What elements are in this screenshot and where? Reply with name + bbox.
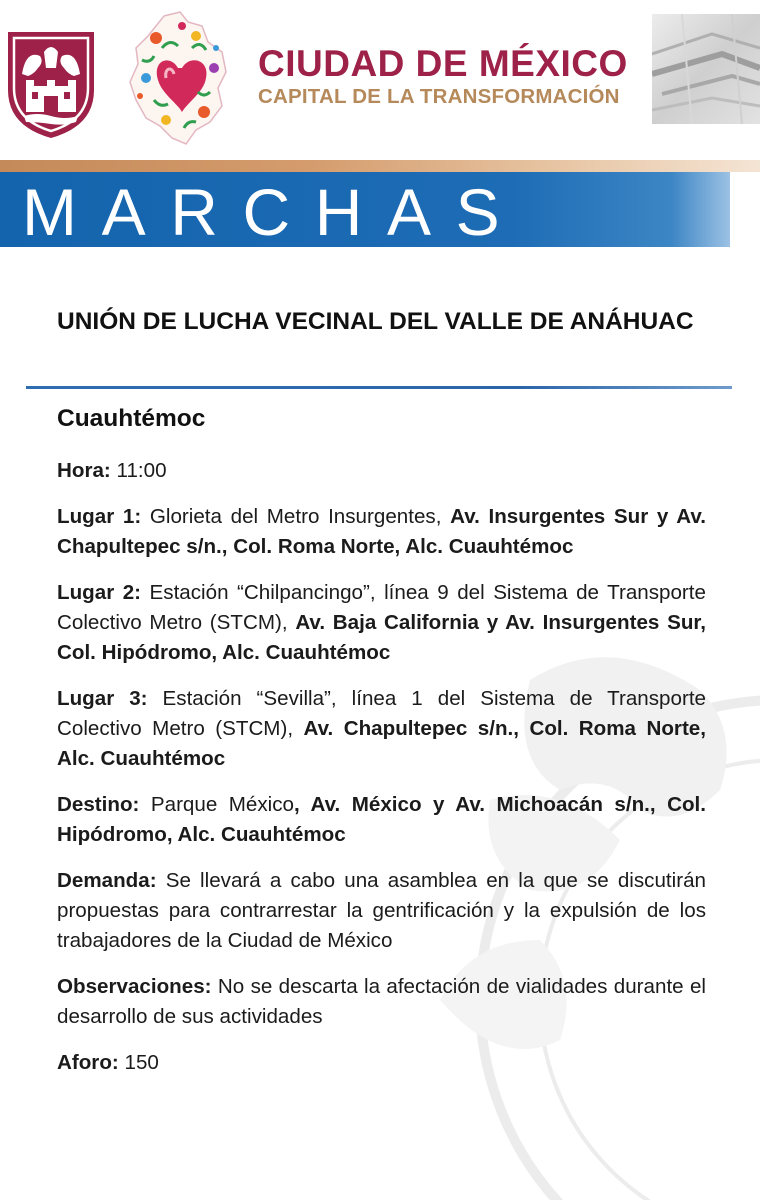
government-subtitle: CAPITAL DE LA TRANSFORMACIÓN <box>258 85 620 108</box>
observaciones-field <box>57 972 706 1032</box>
aforo-field <box>57 1048 706 1078</box>
lugar1-label: Lugar 1: <box>57 505 142 528</box>
lugar3-text: Estación “Sevilla”, línea 1 del Sistema de Transporte Colectivo Metro (STCM), <box>57 687 706 740</box>
alcaldia-heading: Cuauhtémoc <box>57 405 206 432</box>
aforo-label: Aforo: <box>57 1051 119 1074</box>
organization-title: UNIÓN DE LUCHA VECINAL DEL VALLE DE ANÁHUAC <box>57 308 694 335</box>
demanda-label: Demanda: <box>57 869 157 892</box>
section-banner <box>0 172 730 247</box>
lugar3-label: Lugar 3: <box>57 687 148 710</box>
destino-address: , Av. México y Av. Michoacán s/n., Col. Hipódromo, Alc. Cuauhtémoc <box>57 793 706 846</box>
lugar2-label: Lugar 2: <box>57 581 142 604</box>
government-title: CIUDAD DE MÉXICO <box>258 43 628 84</box>
lugar1-text: Glorieta del Metro Insurgentes, <box>149 505 442 528</box>
coat-of-arms-icon <box>4 28 98 140</box>
lugar1-address: Av. Insurgentes Sur y Av. Chapultepec s/n., Col. Roma Norte, Alc. Cuauhtémoc <box>57 505 706 558</box>
lugar3-field <box>57 684 706 774</box>
government-title-block <box>258 44 628 110</box>
title-underline <box>26 386 732 389</box>
hora-value: 11:00 <box>116 459 167 482</box>
lugar1-field <box>57 502 706 562</box>
lugar2-address: Av. Baja California y Av. Insurgentes Sur, Col. Hipódromo, Alc. Cuauhtémoc <box>57 611 706 664</box>
hora-label: Hora: <box>57 459 111 482</box>
cdmx-floral-map-icon <box>126 8 236 148</box>
lugar3-address: Av. Chapultepec s/n., Col. Roma Norte, Alc. Cuauhtémoc <box>57 717 706 770</box>
lugar2-field <box>57 578 706 668</box>
destino-field <box>57 790 706 850</box>
stone-texture-decoration <box>652 14 760 124</box>
march-details <box>57 402 706 1094</box>
destino-label: Destino: <box>57 793 140 816</box>
lugar2-text: Estación “Chilpancingo”, línea 9 del Sistema de Transporte Colectivo Metro (STCM), <box>57 581 706 634</box>
observaciones-value: No se descarta la afectación de vialidades durante el desarrollo de sus actividades <box>57 975 706 1028</box>
header-divider <box>0 160 760 172</box>
demanda-value: Se llevará a cabo una asamblea en la que se discutirán propuestas para contrarrestar la gentrificación y la expulsión de los trabajadores de la Ciudad de México <box>57 869 706 952</box>
page-header <box>0 0 760 160</box>
destino-text: Parque México <box>150 793 295 816</box>
demanda-field <box>57 866 706 956</box>
observaciones-label: Observaciones: <box>57 975 212 998</box>
banner-title: MARCHAS <box>22 175 525 249</box>
hora-field <box>57 456 706 486</box>
aforo-value: 150 <box>124 1051 159 1074</box>
